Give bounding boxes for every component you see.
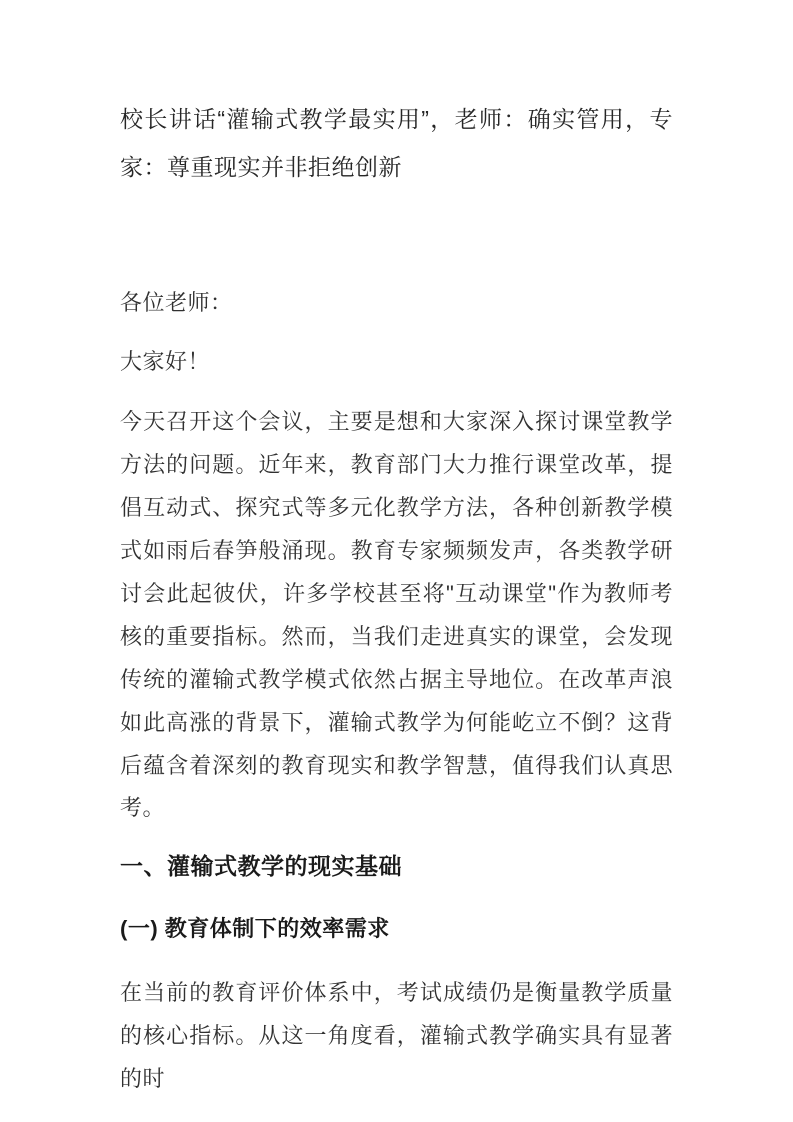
intro-paragraph: 今天召开这个会议，主要是想和大家深入探讨课堂教学方法的问题。近年来，教育部门大力推行课堂改革，提倡互动式、探究式等多元化教学方法，各种创新教学模式如雨后春笋般涌现。教育专家频频发声，各类教学研讨会此起彼伏，许多学校甚至将"互动课堂"作为教师考核的重要指标。然而，当我们走进真实的课堂，会发现传统的灌输式教学模式依然占据主导地位。在改革声浪如此高涨的背景下，灌输式教学为何能屹立不倒？这背后蕴含着深刻的教育现实和教学智慧，值得我们认真思考。	[120, 409, 673, 821]
greeting-line: 各位老师：	[120, 289, 233, 315]
article-title: 校长讲话“灌输式教学最实用”，老师：确实管用，专家：尊重现实并非拒绝创新	[120, 106, 673, 181]
section-1-1-subheading: (一) 教育体制下的效率需求	[120, 916, 390, 942]
salutation-line: 大家好！	[120, 349, 211, 375]
section-1-heading: 一、灌输式教学的现实基础	[120, 853, 402, 880]
section-1-1-paragraph: 在当前的教育评价体系中，考试成绩仍是衡量教学质量的核心指标。从这一角度看，灌输式教学确实具有显著的时	[120, 980, 673, 1092]
